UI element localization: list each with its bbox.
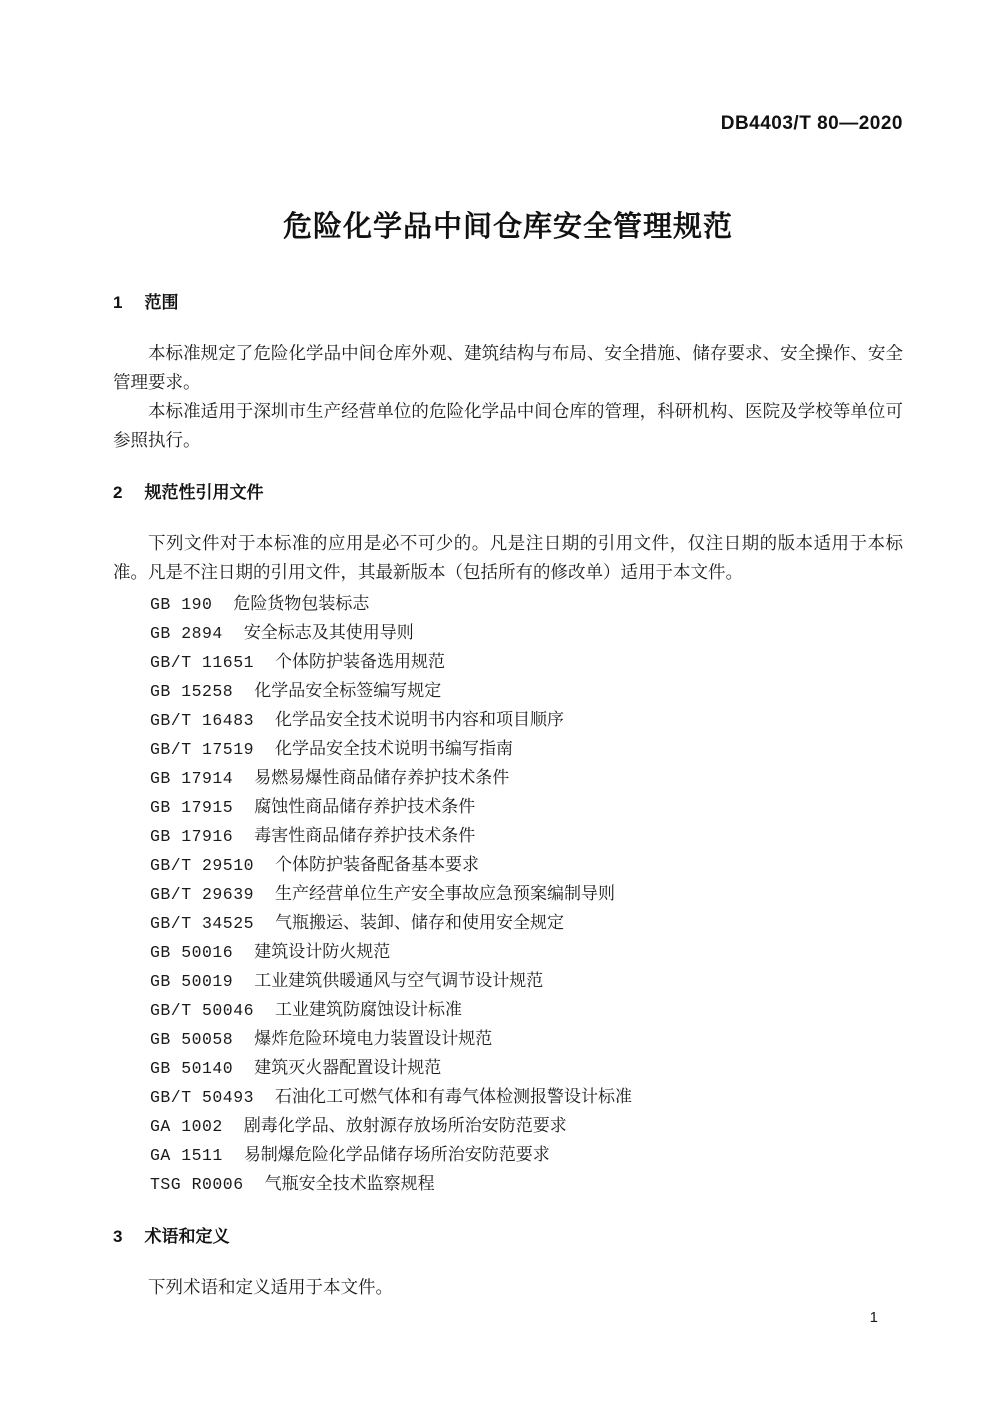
reference-title: 工业建筑供暖通风与空气调节设计规范 (254, 971, 544, 990)
reference-title: 工业建筑防腐蚀设计标准 (275, 1000, 463, 1019)
reference-title: 化学品安全技术说明书编写指南 (275, 739, 514, 758)
reference-item (150, 793, 903, 822)
reference-code: GB 17914 (150, 769, 234, 788)
reference-code: GB/T 50046 (150, 1001, 255, 1020)
section-scope (113, 291, 903, 455)
reference-title: 生产经营单位生产安全事故应急预案编制导则 (275, 884, 616, 903)
reference-title: 石油化工可燃气体和有毒气体检测报警设计标准 (275, 1087, 633, 1106)
reference-title: 气瓶搬运、装卸、储存和使用安全规定 (275, 913, 565, 932)
reference-title: 易制爆危险化学品储存场所治安防范要求 (243, 1145, 550, 1164)
reference-code: GB/T 29510 (150, 856, 255, 875)
reference-code: GB 2894 (150, 624, 223, 643)
reference-title: 建筑灭火器配置设计规范 (254, 1058, 442, 1077)
reference-item (150, 1025, 903, 1054)
reference-item (150, 996, 903, 1025)
reference-item (150, 735, 903, 764)
reference-code: GB 17915 (150, 798, 234, 817)
paragraph: 本标准规定了危险化学品中间仓库外观、建筑结构与布局、安全措施、储存要求、安全操作、安全管理要求。 (113, 343, 903, 392)
reference-item (150, 1112, 903, 1141)
reference-item (150, 1170, 903, 1199)
reference-item (150, 822, 903, 851)
reference-code: GB 50058 (150, 1030, 234, 1049)
reference-code: GB/T 11651 (150, 653, 255, 672)
reference-title: 个体防护装备选用规范 (275, 652, 446, 671)
section-heading-label: 规范性引用文件 (144, 483, 264, 502)
reference-item (150, 851, 903, 880)
reference-title: 个体防护装备配备基本要求 (275, 855, 480, 874)
reference-item (150, 764, 903, 793)
reference-item (150, 967, 903, 996)
section-normative-references (113, 481, 903, 1199)
reference-code: GB 190 (150, 595, 213, 614)
reference-item (150, 619, 903, 648)
section-number: 3 (113, 1227, 123, 1246)
reference-item (150, 1054, 903, 1083)
reference-title: 腐蚀性商品储存养护技术条件 (254, 797, 476, 816)
page-number: 1 (869, 1309, 878, 1326)
document-number: DB4403/T 80—2020 (720, 113, 903, 134)
reference-code: GB/T 16483 (150, 711, 255, 730)
reference-code: GB 50140 (150, 1059, 234, 1078)
reference-title: 剧毒化学品、放射源存放场所治安防范要求 (243, 1116, 567, 1135)
reference-item (150, 938, 903, 967)
reference-item (150, 648, 903, 677)
reference-code: GB/T 17519 (150, 740, 255, 759)
section-number: 1 (113, 293, 123, 312)
reference-item (150, 677, 903, 706)
document-title: 危险化学品中间仓库安全管理规范 (282, 211, 733, 243)
reference-code: GB 17916 (150, 827, 234, 846)
section-number: 2 (113, 483, 123, 502)
reference-code: GB/T 29639 (150, 885, 255, 904)
reference-item (150, 706, 903, 735)
reference-item (150, 1083, 903, 1112)
reference-title: 气瓶安全技术监察规程 (264, 1174, 435, 1193)
reference-code: GA 1511 (150, 1146, 223, 1165)
paragraph: 下列文件对于本标准的应用是必不可少的。凡是注日期的引用文件，仅注日期的版本适用于本标准。凡是不注日期的引用文件，其最新版本（包括所有的修改单）适用于本文件。 (113, 533, 903, 582)
section-heading (113, 291, 903, 315)
reference-code: GB 50016 (150, 943, 234, 962)
section-heading-label: 范围 (144, 293, 179, 312)
section-heading-label: 术语和定义 (144, 1227, 230, 1246)
reference-title: 爆炸危险环境电力装置设计规范 (254, 1029, 493, 1048)
reference-code: GB 50019 (150, 972, 234, 991)
reference-title: 化学品安全技术说明书内容和项目顺序 (275, 710, 565, 729)
section-heading (113, 481, 903, 505)
reference-title: 毒害性商品储存养护技术条件 (254, 826, 476, 845)
reference-title: 易燃易爆性商品储存养护技术条件 (254, 768, 510, 787)
reference-code: GA 1002 (150, 1117, 223, 1136)
reference-code: GB/T 34525 (150, 914, 255, 933)
reference-item (150, 880, 903, 909)
section-heading (113, 1225, 903, 1249)
reference-item (150, 590, 903, 619)
paragraph: 下列术语和定义适用于本文件。 (148, 1277, 393, 1297)
paragraph: 本标准适用于深圳市生产经营单位的危险化学品中间仓库的管理，科研机构、医院及学校等单位可参照执行。 (113, 401, 903, 450)
reference-code: TSG R0006 (150, 1175, 244, 1194)
reference-title: 化学品安全标签编写规定 (254, 681, 442, 700)
reference-list (113, 590, 903, 1199)
reference-title: 危险货物包装标志 (233, 594, 370, 613)
reference-title: 安全标志及其使用导则 (243, 623, 414, 642)
reference-code: GB 15258 (150, 682, 234, 701)
reference-title: 建筑设计防火规范 (254, 942, 391, 961)
reference-item (150, 909, 903, 938)
reference-item (150, 1141, 903, 1170)
reference-code: GB/T 50493 (150, 1088, 255, 1107)
section-terms-and-definitions (113, 1225, 903, 1302)
